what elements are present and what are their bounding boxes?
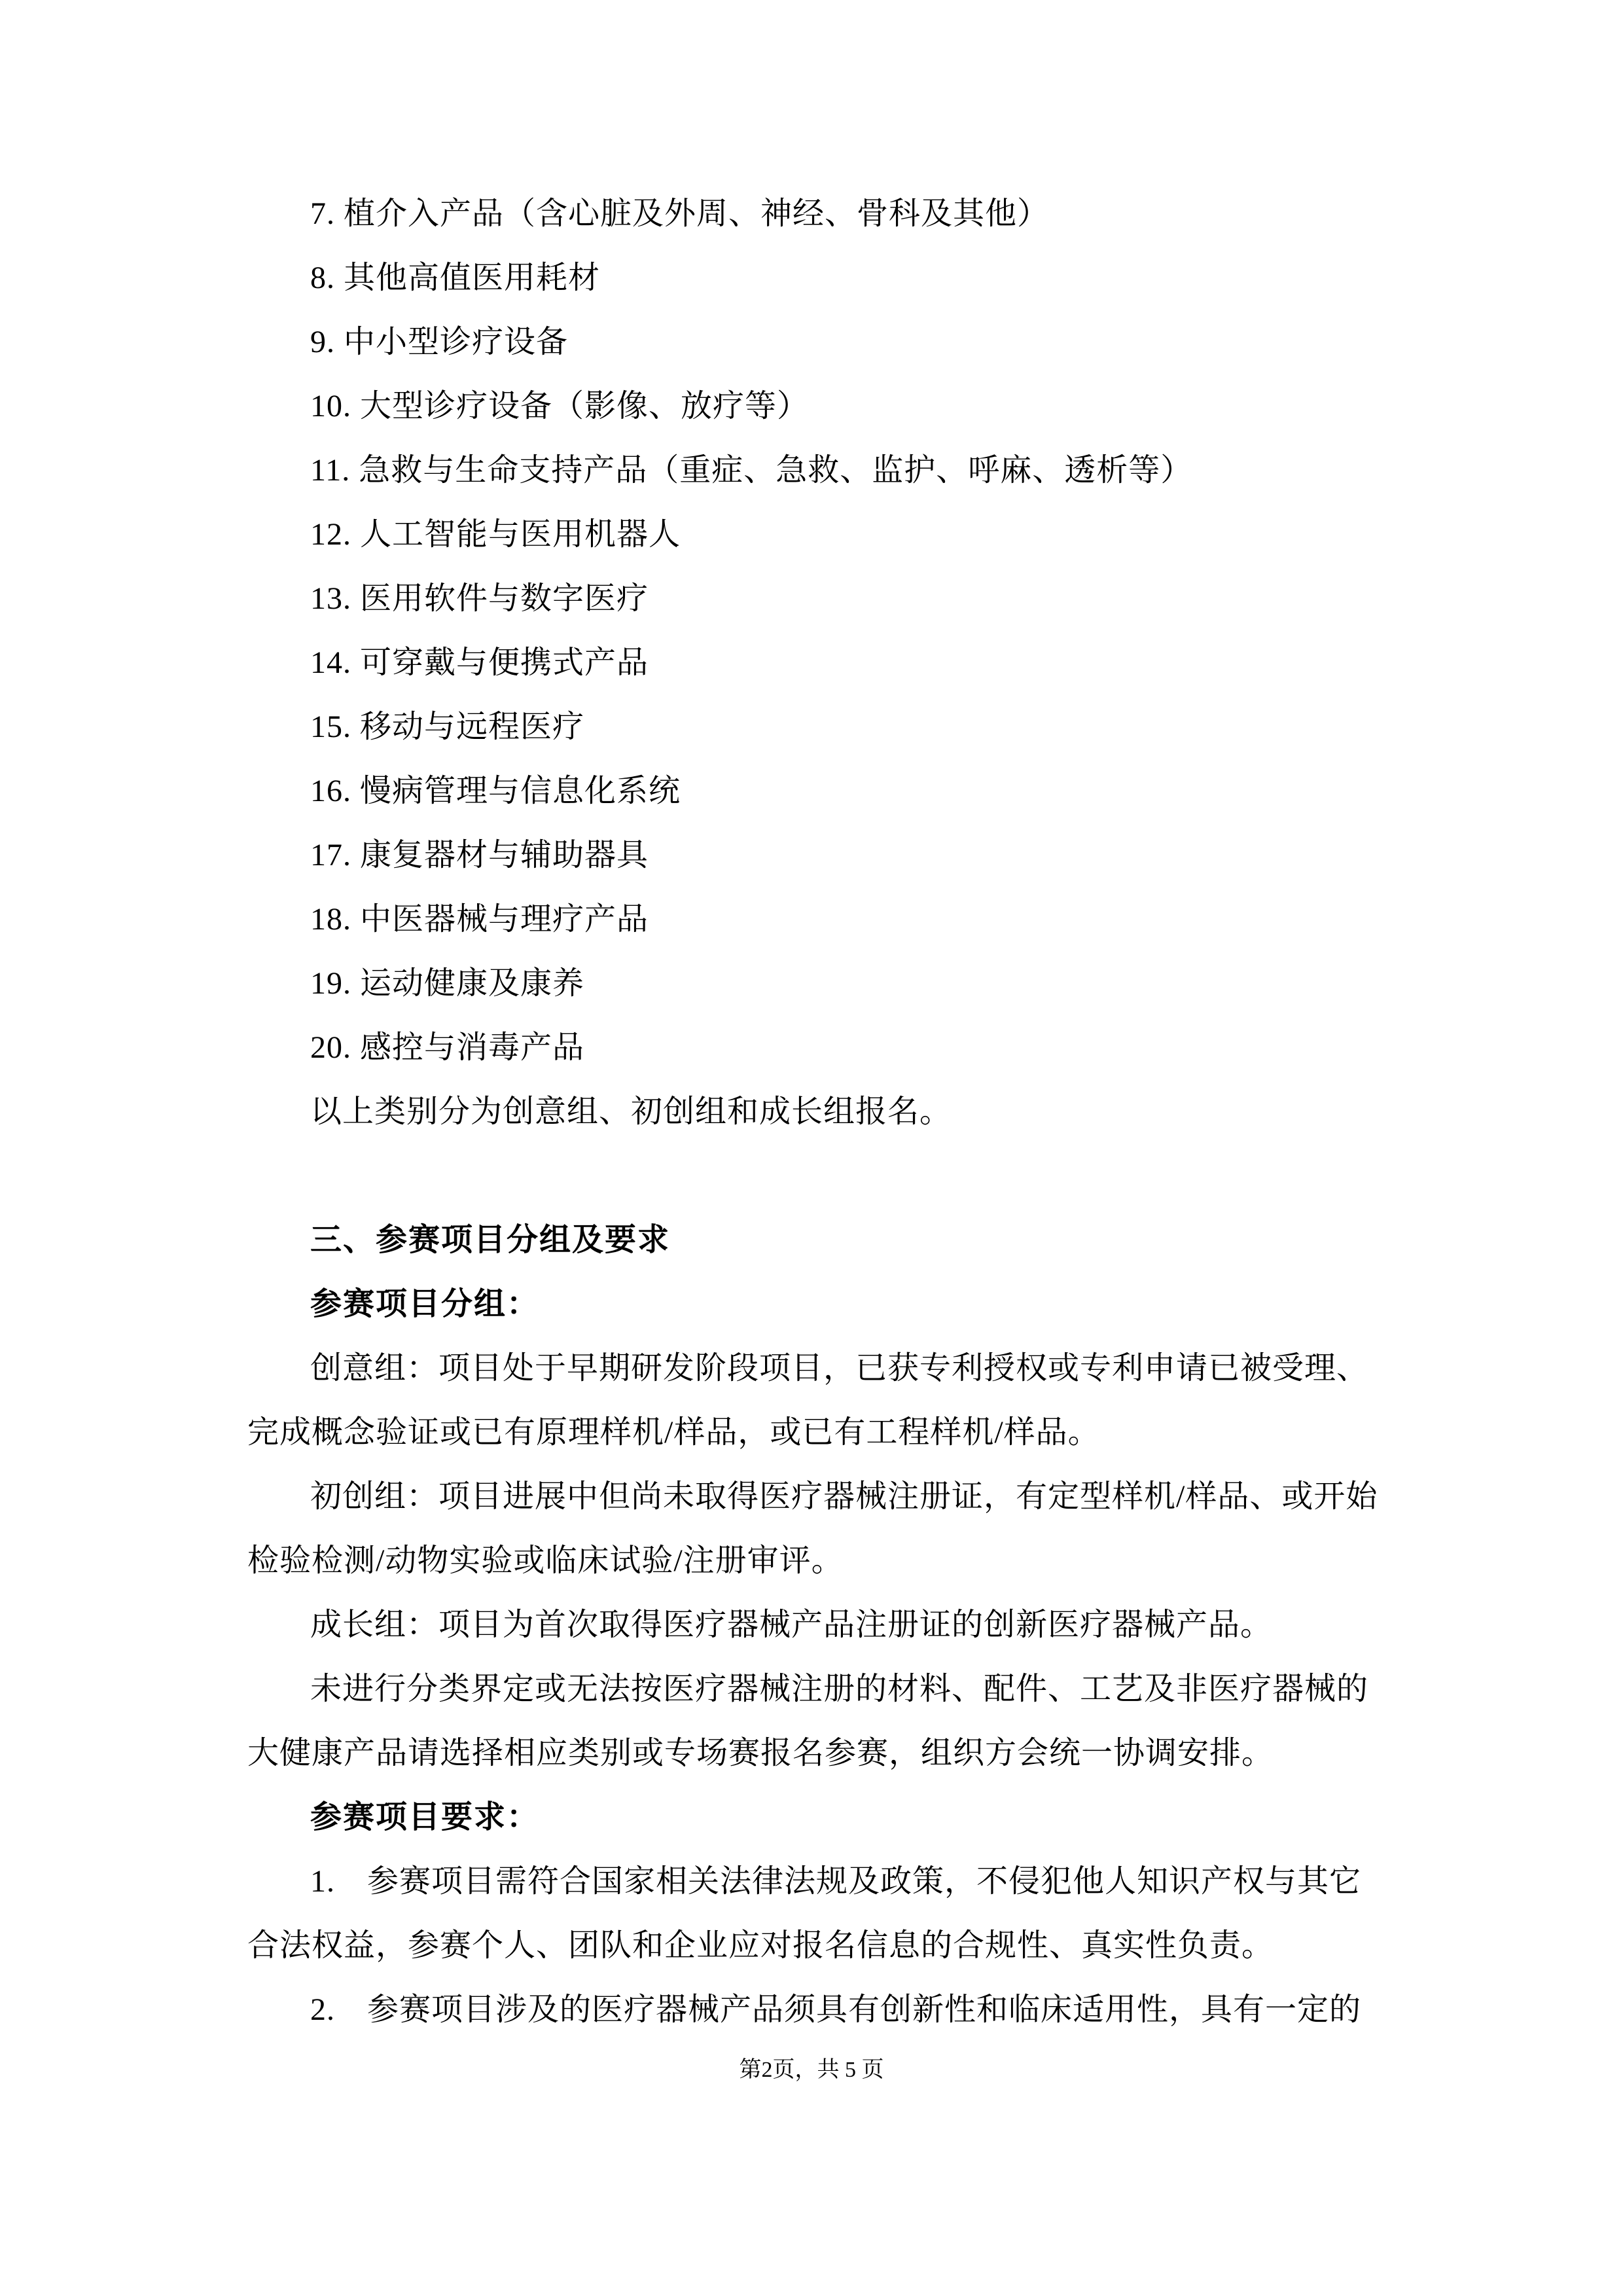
body-line: 合法权益，参赛个人、团队和企业应对报名信息的合规性、真实性负责。 (247, 1928, 1274, 1963)
heading-line: 三、参赛项目分组及要求 (310, 1223, 671, 1257)
body-line: 12. 人工智能与医用机器人 (310, 517, 681, 552)
body-line: 17. 康复器材与辅助器具 (310, 838, 649, 872)
body-line: 20. 感控与消毒产品 (310, 1030, 585, 1065)
heading-line: 参赛项目要求： (310, 1800, 540, 1835)
page-number-text: 第2页，共 5 页 (739, 2058, 884, 2082)
body-line: 1. 参赛项目需符合国家相关法律法规及政策，不侵犯他人知识产权与其它 (310, 1864, 1362, 1899)
body-line: 成长组：项目为首次取得医疗器械产品注册证的创新医疗器械产品。 (310, 1607, 1273, 1642)
body-line: 16. 慢病管理与信息化系统 (310, 774, 681, 808)
body-line: 18. 中医器械与理疗产品 (310, 902, 649, 937)
body-line: 15. 移动与远程医疗 (310, 709, 585, 744)
heading-line: 参赛项目分组： (310, 1287, 540, 1321)
body-line: 9. 中小型诊疗设备 (310, 325, 569, 359)
body-line (247, 1144, 1386, 1208)
body-line: 11. 急救与生命支持产品（重症、急救、监护、呼麻、透析等） (310, 453, 1193, 488)
body-line: 7. 植介入产品（含心脏及外周、神经、骨科及其他） (310, 196, 1050, 231)
body-line: 8. 其他高值医用耗材 (310, 260, 601, 295)
body-line: 2. 参赛项目涉及的医疗器械产品须具有创新性和临床适用性，具有一定的 (310, 1992, 1362, 2027)
body-line: 10. 大型诊疗设备（影像、放疗等） (310, 389, 810, 423)
body-line: 创意组：项目处于早期研发阶段项目，已获专利授权或专利申请已被受理、 (310, 1351, 1369, 1386)
body-line: 未进行分类界定或无法按医疗器械注册的材料、配件、工艺及非医疗器械的 (310, 1672, 1369, 1706)
page-footer (0, 2047, 1623, 2093)
body-line: 初创组：项目进展中但尚未取得医疗器械注册证，有定型样机/样品、或开始 (310, 1479, 1378, 1514)
body-line: 大健康产品请选择相应类别或专场赛报名参赛，组织方会统一协调安排。 (247, 1736, 1274, 1770)
body-line: 以上类别分为创意组、初创组和成长组报名。 (310, 1094, 952, 1129)
body-line: 19. 运动健康及康养 (310, 966, 585, 1001)
body-line: 完成概念验证或已有原理样机/样品，或已有工程样机/样品。 (247, 1415, 1100, 1450)
body-line: 13. 医用软件与数字医疗 (310, 581, 649, 616)
body-line: 检验检测/动物实验或临床试验/注册审评。 (247, 1543, 844, 1578)
body-line: 14. 可穿戴与便携式产品 (310, 645, 649, 680)
document-body (247, 182, 1386, 2042)
